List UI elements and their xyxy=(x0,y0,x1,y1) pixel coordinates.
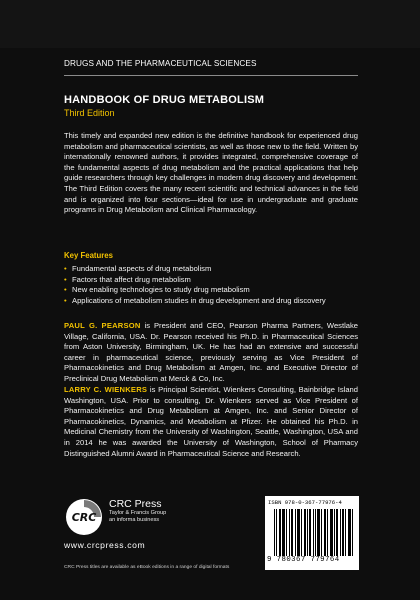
intro-paragraph: This timely and expanded new edition is the definitive handbook for experienced drug metabolism and pharmaceutical scientists, as well as those new to the field. Written by internationally renowned authors, it provides integrated, comprehensive coverage of the fundamental aspects of drug metabolism and the practical applications that help guide researchers through key challenges in modern drug discovery and development. The Third Edition covers the many recent scientific and technical advances in the field and is organized into four sections—ideal for use in undergraduate and graduate programs in Drug Metabolism and Clinical Pharmacology. xyxy=(64,131,358,215)
barcode-bar xyxy=(318,509,319,556)
barcode-bar xyxy=(298,509,299,556)
barcode-bar xyxy=(317,509,318,556)
barcode-bar xyxy=(343,509,344,556)
barcode-bar xyxy=(274,509,275,556)
author-name: LARRY C. WIENKERS xyxy=(64,385,148,394)
publisher-business: an informa business xyxy=(109,517,160,523)
barcode-bar xyxy=(337,509,338,556)
author-bio-wienkers xyxy=(64,385,358,459)
list-item xyxy=(64,296,358,307)
key-features-heading: Key Features xyxy=(64,251,113,260)
book-title: HANDBOOK OF DRUG METABOLISM xyxy=(64,94,265,106)
feature-text: Applications of metabolism studies in drug development and drug discovery xyxy=(72,295,326,305)
barcode-bar xyxy=(349,509,350,556)
list-item xyxy=(64,285,358,296)
barcode-bar xyxy=(292,509,293,556)
barcode-bar xyxy=(315,509,316,556)
barcode-bar xyxy=(350,509,351,556)
barcode-bar xyxy=(321,509,322,556)
barcode-bar xyxy=(352,509,353,556)
barcode-bar xyxy=(330,509,331,556)
publisher-block xyxy=(109,498,166,524)
publisher-website: www.crcpress.com xyxy=(64,540,146,550)
barcode-digits: 9 780367 779764 xyxy=(267,556,340,564)
author-bio-text: is Principal Scientist, Wienkers Consulting, Bainbridge Island Washington, USA. Prior to consulting, Dr. Wienkers served as Vice President of Pharmacokinetics and Drug Metabolism at Amgen, Inc. and Senior Director of Pharmacokinetics, Dynamics, and Metabolism at Pfizer. He obtained his Ph.D. in Medicinal Chemistry from the University of Washington, Seattle, Washington, USA and in 2014 he was awarded the University of Washington, School of Pharmacy Distinguished Alumni Award in Pharmaceutical Science and Research. xyxy=(64,385,358,458)
barcode-bar xyxy=(305,509,306,556)
publisher-group: Taylor & Francis Group xyxy=(109,510,167,516)
top-band xyxy=(0,0,420,48)
divider-rule xyxy=(64,75,358,76)
barcode-bar xyxy=(342,509,343,556)
barcode-bar xyxy=(286,509,287,556)
author-bio-text: is President and CEO, Pearson Pharma Partners, Westlake Village, California, USA. Dr. Pearson received his Ph.D. in Pharmaceutical Sciences from Aston University, Birmingham, UK. He has had an extensive and successful career in pharmaceutical science, previously serving as Vice President of Pharmacokinetics and Drug Metabolism at Amgen, Inc. and Executive Director of Preclinical Drug Metabolism at Merck & Co, Inc. xyxy=(64,321,359,383)
barcode-bar xyxy=(284,509,285,556)
barcode-bar xyxy=(297,509,298,556)
list-item xyxy=(64,275,358,286)
barcode-bar xyxy=(327,509,328,556)
barcode-bar xyxy=(310,509,311,556)
crc-press-logo xyxy=(64,497,104,537)
barcode-bar xyxy=(301,509,302,556)
ebook-note: CRC Press titles are available as eBook editions in a range of digital formats xyxy=(64,565,230,570)
barcode-bar xyxy=(319,509,320,556)
barcode-bar xyxy=(295,509,296,556)
bullet-icon: • xyxy=(64,285,67,295)
isbn-number: ISBN 978-0-367-77976-4 xyxy=(268,499,342,506)
feature-text: Factors that affect drug metabolism xyxy=(72,274,191,284)
list-item xyxy=(64,264,358,275)
barcode-bar xyxy=(280,509,281,556)
barcode-bar xyxy=(348,509,349,556)
barcode-bar xyxy=(299,509,300,556)
barcode-bar xyxy=(334,509,335,556)
barcode-bar xyxy=(336,509,337,556)
feature-text: Fundamental aspects of drug metabolism xyxy=(72,264,212,273)
barcode-bar xyxy=(313,509,314,556)
isbn-barcode xyxy=(265,496,359,570)
barcode-bar xyxy=(340,509,341,556)
bullet-icon: • xyxy=(64,295,67,305)
bullet-icon: • xyxy=(64,274,67,284)
barcode-bar xyxy=(276,509,277,556)
barcode-bar xyxy=(283,509,284,556)
barcode-bar xyxy=(291,509,292,556)
barcode-bar xyxy=(325,509,326,556)
key-features-list xyxy=(64,264,358,306)
feature-text: New enabling technologies to study drug metabolism xyxy=(72,285,250,295)
author-bio-pearson xyxy=(64,321,358,385)
edition-label: Third Edition xyxy=(64,108,115,118)
author-name: PAUL G. PEARSON xyxy=(64,321,141,330)
barcode-bar xyxy=(324,509,325,556)
barcode-bar xyxy=(309,509,310,556)
barcode-bar xyxy=(279,509,280,556)
bullet-icon: • xyxy=(64,264,67,273)
barcode-bar xyxy=(345,509,346,556)
publisher-name: CRC Press xyxy=(109,498,162,510)
barcode-bar xyxy=(282,509,283,556)
barcode-bar xyxy=(307,509,308,556)
barcode-bar xyxy=(331,509,332,556)
series-title: DRUGS AND THE PHARMACEUTICAL SCIENCES xyxy=(64,59,257,68)
barcode-graphic xyxy=(274,509,354,556)
barcode-bar xyxy=(304,509,305,556)
logo-text: CRC xyxy=(71,511,97,524)
barcode-bar xyxy=(289,509,290,556)
barcode-bar xyxy=(332,509,333,556)
